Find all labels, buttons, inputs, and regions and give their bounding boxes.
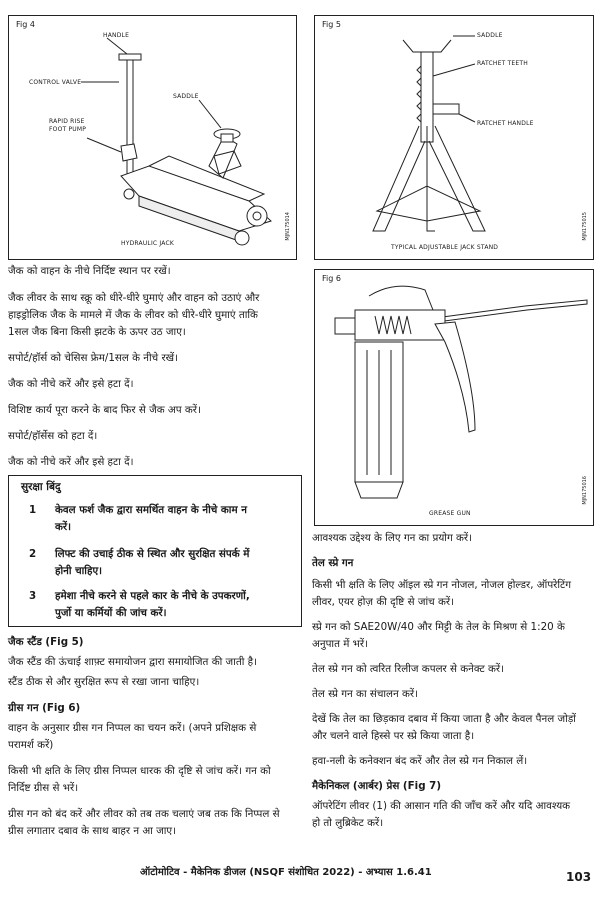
oil-para-2-l1: स्प्रे गन को SAE20W/40 और मिट्टी के तेल के मिश्रण से 1:20 के bbox=[312, 621, 565, 633]
oil-spray-heading: तेल स्प्रे गन bbox=[312, 557, 354, 569]
grease-gun-drawing bbox=[315, 270, 593, 525]
oil-para-5-l2: और चलने वाले हिस्से पर स्प्रे किया जाता है। bbox=[312, 730, 475, 742]
oil-para-2-l2: अनुपात में भरें। bbox=[312, 638, 369, 650]
page-footer: ऑटोमोटिव - मैकेनिक डीजल (NSQF संशोधित 2022) - अभ्यास 1.6.41 bbox=[140, 867, 432, 878]
callout-handle: HANDLE bbox=[103, 32, 130, 39]
safety-item-text-l1: केवल फर्श जैक द्वारा समर्थित वाहन के नीचे काम न bbox=[55, 504, 247, 516]
fig5-code: MJN175015 bbox=[582, 212, 588, 241]
para-lower-jack: जैक को नीचे करें और इसे हटा दें। bbox=[8, 378, 134, 390]
para-use-gun: आवश्यक उद्देश्य के लिए गन का प्रयोग करें। bbox=[312, 532, 473, 544]
right-column bbox=[312, 530, 594, 832]
para-rotate-screw-l2: हाइड्रोलिक जैक के मामले में जैक के लीवर को धीरे-धीरे घुमाएं ताकि bbox=[8, 309, 258, 321]
safety-item-text-l1: हमेशा नीचे करने से पहले कार के नीचे के उपकरणों, bbox=[55, 590, 250, 602]
callout-foot-pump: FOOT PUMP bbox=[49, 126, 87, 133]
fig5-caption: TYPICAL ADJUSTABLE JACK STAND bbox=[391, 244, 499, 251]
callout-saddle: SADDLE bbox=[173, 93, 199, 100]
safety-item-number: 1 bbox=[29, 504, 37, 516]
arbor-press-heading: मैकेनिकल (आर्बर) प्रेस (Fig 7) bbox=[312, 780, 442, 792]
oil-para-3: तेल स्प्रे गन को त्वरित रिलीज कपलर से कनेक्ट करें। bbox=[312, 663, 504, 675]
fig6-caption: GREASE GUN bbox=[429, 510, 471, 517]
fig4-code: MJN175014 bbox=[285, 212, 291, 241]
jack-stand-heading: जैक स्टैंड (Fig 5) bbox=[8, 636, 84, 648]
callout-ratchet-teeth: RATCHET TEETH bbox=[477, 60, 528, 67]
safety-heading: सुरक्षा बिंदु bbox=[21, 481, 61, 493]
grease-gun-heading: ग्रीस गन (Fig 6) bbox=[8, 702, 81, 714]
press-para-1-l2: हो तो लुब्रिकेट करें। bbox=[312, 817, 384, 829]
para-rotate-screw-l1: जैक लीवर के साथ स्क्रू को धीरे-धीरे घुमाएं और वाहन को उठाएं और bbox=[8, 292, 260, 304]
para-place-support: सपोर्ट/हॉर्स को चेसिस फ्रेम/1सल के नीचे रखें। bbox=[8, 352, 178, 364]
oil-para-1-l2: लीवर, एयर होज़ की दृष्टि से जांच करें। bbox=[312, 596, 454, 608]
jack-stand-drawing bbox=[315, 16, 593, 259]
oil-para-4: तेल स्प्रे गन का संचालन करें। bbox=[312, 688, 419, 700]
grease-gun-para-3-l2: ग्रीस लगातार दबाव के साथ बाहर न आ जाए। bbox=[8, 825, 177, 837]
fig6-grease-gun bbox=[314, 269, 594, 526]
para-rotate-screw-l3: 1सल जैक बिना किसी झटके के ऊपर उठ जाए। bbox=[8, 326, 186, 338]
callout-saddle-5: SADDLE bbox=[477, 32, 503, 39]
hydraulic-jack-drawing bbox=[9, 16, 296, 259]
grease-gun-para-3-l1: ग्रीस गन को बंद करें और लीवर को तब तक चलाएं जब तक कि निप्पल से bbox=[8, 808, 280, 820]
safety-item-text-l2: होनी चाहिए। bbox=[55, 565, 103, 577]
grease-gun-para-2-l2: निर्दिष्ट ग्रीस से भरें। bbox=[8, 782, 79, 794]
grease-gun-para-2-l1: किसी भी क्षति के लिए ग्रीस निप्पल धारक की दृष्टि से जांच करें। गन को bbox=[8, 765, 271, 777]
callout-rapid-rise: RAPID RISE bbox=[49, 118, 85, 125]
fig4-label: Fig 4 bbox=[16, 20, 35, 29]
fig4-hydraulic-jack bbox=[8, 15, 297, 260]
oil-para-5-l1: देखें कि तेल का छिड़काव दबाव में किया जाता है और केवल पैनल जोड़ों bbox=[312, 713, 576, 725]
jack-stand-para-1: जैक स्टैंड की ऊंचाई शाफ़्ट समायोजन द्वारा समायोजित की जाती है। bbox=[8, 656, 258, 668]
callout-ratchet-handle: RATCHET HANDLE bbox=[477, 120, 534, 127]
para-lower-remove-jack: जैक को नीचे करें और इसे हटा दें। bbox=[8, 456, 134, 468]
safety-points-box bbox=[8, 475, 302, 627]
grease-gun-para-1-l2: परामर्श करें) bbox=[8, 739, 54, 751]
fig6-code: MJN175016 bbox=[582, 476, 588, 505]
fig5-jack-stand bbox=[314, 15, 594, 260]
safety-item-number: 3 bbox=[29, 590, 37, 602]
para-remove-supports: सपोर्ट/हॉर्सेस को हटा दें। bbox=[8, 430, 98, 442]
para-place-jack: जैक को वाहन के नीचे निर्दिष्ट स्थान पर रखें। bbox=[8, 265, 171, 277]
safety-item-number: 2 bbox=[29, 548, 37, 560]
grease-gun-para-1-l1: वाहन के अनुसार ग्रीस गन निप्पल का चयन करें। (अपने प्रशिक्षक से bbox=[8, 722, 257, 734]
jack-stand-para-2: स्टैंड ठीक से और सुरक्षित रूप से रखा जाना चाहिए। bbox=[8, 676, 200, 688]
safety-item-text-l2: करें। bbox=[55, 521, 72, 533]
left-column-upper bbox=[8, 263, 304, 471]
left-column-lower bbox=[8, 634, 304, 840]
callout-control-valve: CONTROL VALVE bbox=[29, 79, 82, 86]
safety-item-text-l2: पुर्जो या कर्मियों की जांच करें। bbox=[55, 607, 167, 619]
oil-para-6: हवा-नली के कनेक्शन बंद करें और तेल स्प्रे गन निकाल लें। bbox=[312, 755, 528, 767]
fig5-label: Fig 5 bbox=[322, 20, 341, 29]
fig6-label: Fig 6 bbox=[322, 274, 341, 283]
fig4-caption: HYDRAULIC JACK bbox=[121, 240, 175, 247]
page-number: 103 bbox=[566, 870, 592, 884]
oil-para-1-l1: किसी भी क्षति के लिए ऑइल स्प्रे गन नोजल, नोजल होल्डर, ऑपरेटिंग bbox=[312, 579, 572, 591]
para-jack-up-again: विशिष्ट कार्य पूरा करने के बाद फिर से जैक अप करें। bbox=[8, 404, 201, 416]
safety-item-text-l1: लिफ्ट की उचाई ठीक से स्थित और सुरक्षित संपर्क में bbox=[55, 548, 250, 560]
press-para-1-l1: ऑपरेटिंग लीवर (1) की आसान गति की जाँच करें और यदि आवश्यक bbox=[312, 800, 571, 812]
